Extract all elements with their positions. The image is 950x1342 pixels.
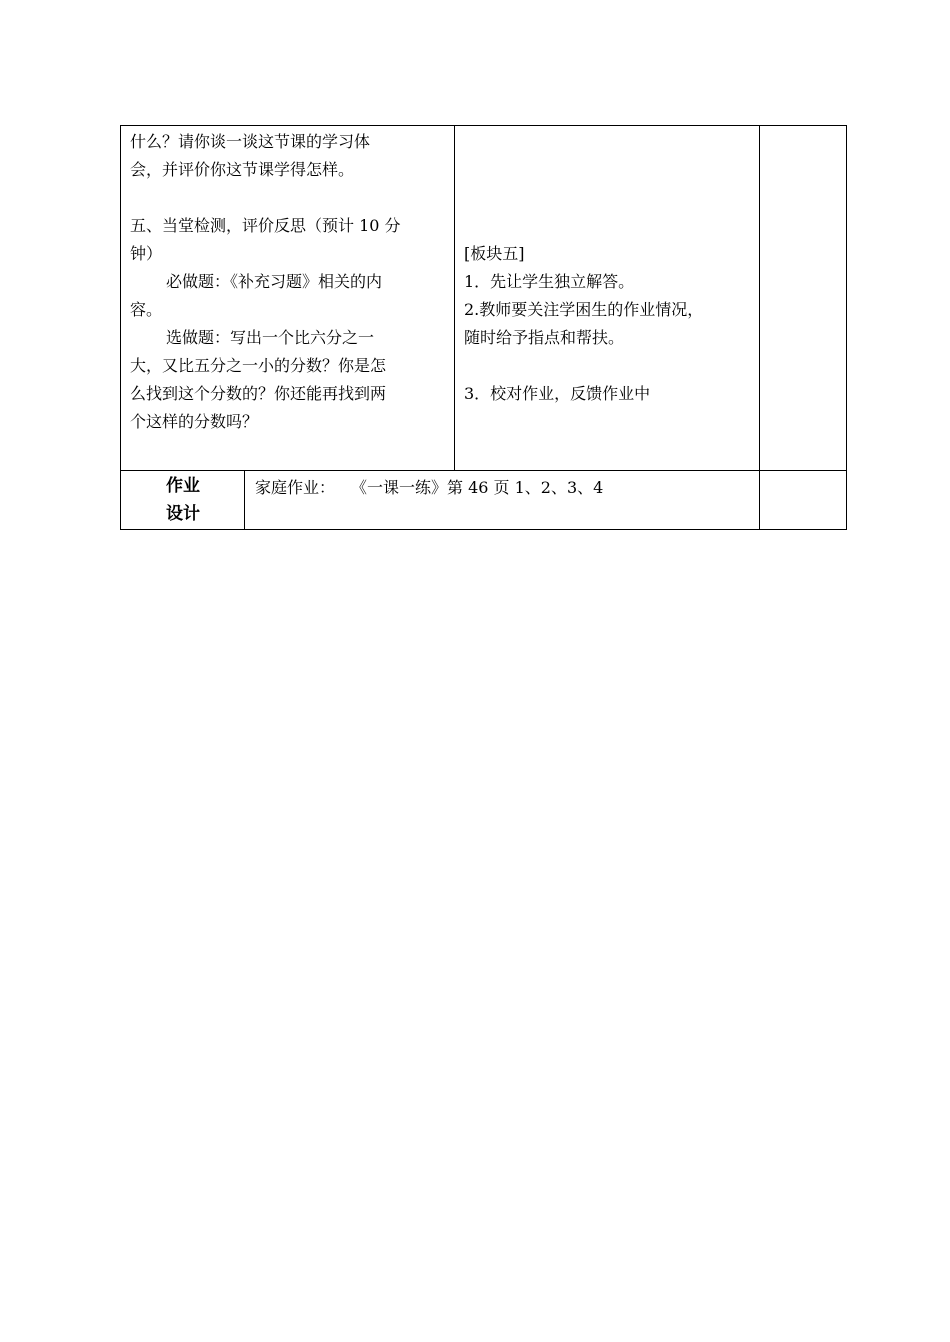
block-heading: [板块五] bbox=[464, 244, 525, 263]
required-exercise: 必做题：《补充习题》相关的内 bbox=[166, 272, 383, 291]
column-divider-2 bbox=[759, 126, 760, 529]
activity-line: 个这样的分数吗？ bbox=[130, 412, 259, 431]
activity-line: 么找到这个分数的？你还能再找到两 bbox=[130, 384, 387, 403]
teacher-notes-cell bbox=[464, 240, 754, 408]
activity-line: 容。 bbox=[130, 300, 163, 319]
activity-cell bbox=[130, 128, 450, 436]
activity-line: 什么？请你谈一谈这节课的学习体 bbox=[130, 132, 371, 151]
homework-content bbox=[255, 474, 755, 502]
column-divider-1 bbox=[454, 126, 455, 470]
homework-label bbox=[121, 472, 245, 528]
section-heading: 五、当堂检测，评价反思（预计 10 分 bbox=[130, 216, 401, 235]
lesson-plan-table bbox=[120, 125, 847, 530]
activity-line: 大，又比五分之一小的分数？你是怎 bbox=[130, 356, 387, 375]
optional-exercise: 选做题：写出一个比六分之一 bbox=[166, 328, 375, 347]
row-divider bbox=[121, 470, 846, 471]
note-item: 随时给予指点和帮扶。 bbox=[464, 328, 625, 347]
activity-line: 钟） bbox=[130, 244, 163, 263]
note-item: 1．先让学生独立解答。 bbox=[464, 272, 635, 291]
activity-line: 会，并评价你这节课学得怎样。 bbox=[130, 160, 355, 179]
homework-label-line: 作业 bbox=[166, 476, 200, 496]
homework-text: 家庭作业： 《一课一练》第 46 页 1、2、3、4 bbox=[255, 478, 604, 497]
note-item: 2.教师要关注学困生的作业情况， bbox=[464, 300, 704, 319]
note-item: 3．校对作业，反馈作业中 bbox=[464, 384, 651, 403]
homework-label-line: 设计 bbox=[166, 504, 200, 524]
